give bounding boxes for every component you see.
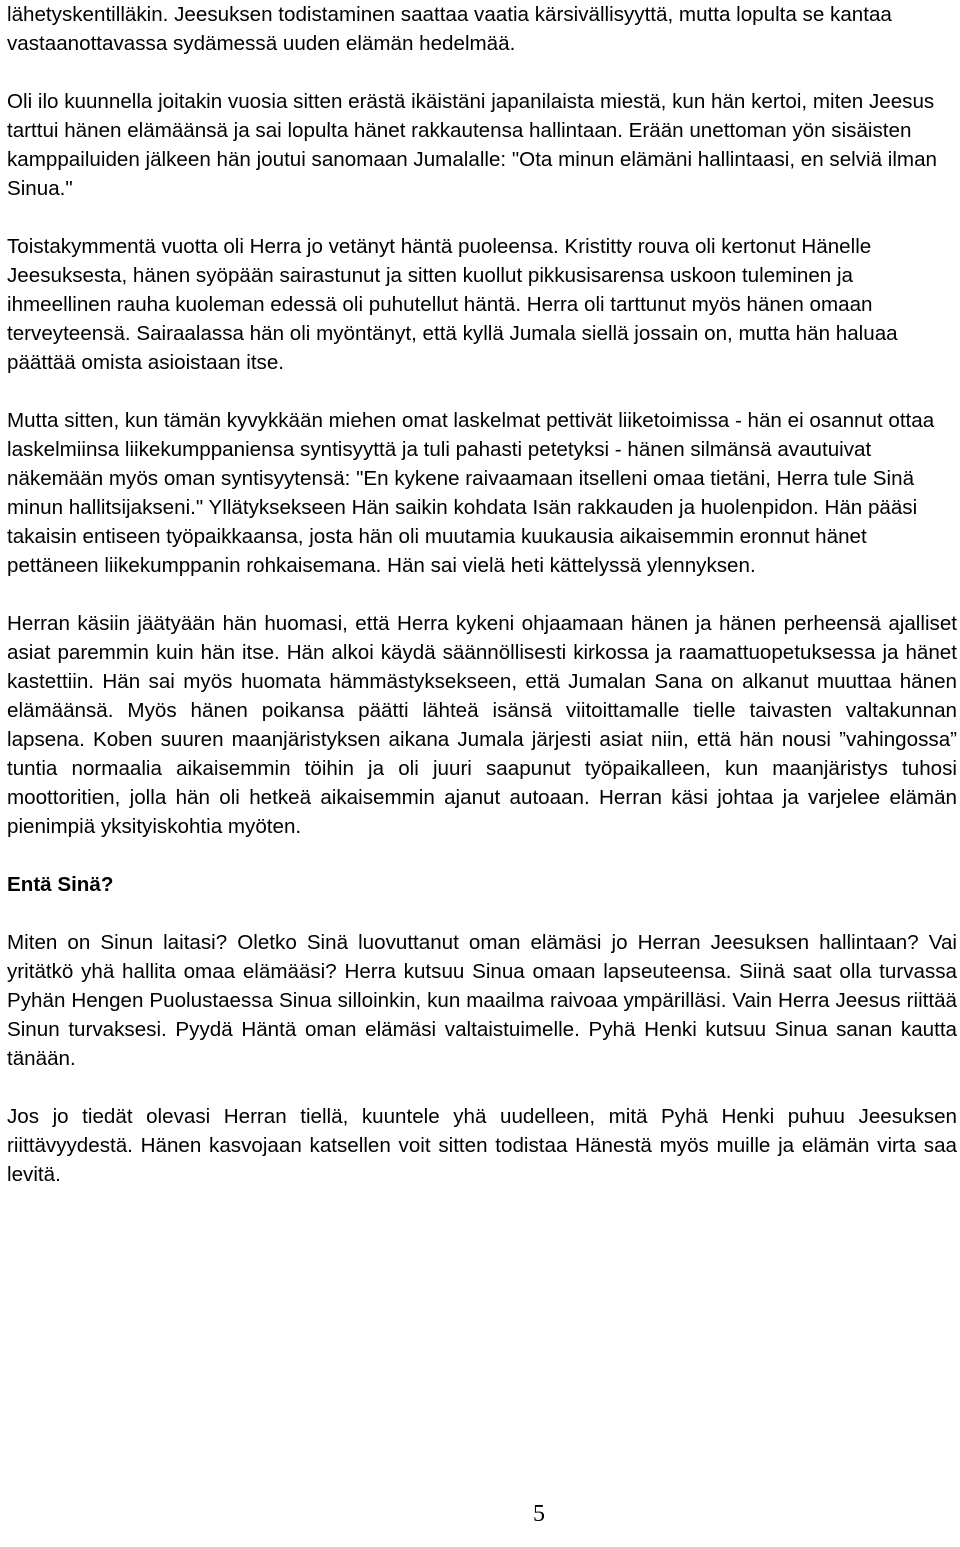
page-number: 5 (533, 1501, 545, 1527)
paragraph-how-about-you: Miten on Sinun laitasi? Oletko Sinä luovuttanut oman elämäsi jo Herran Jeesuksen hallintaan? Vai yritätkö yhä hallita omaa elämääsi? Herra kutsuu Sinua omaan lapseuteensa. Siinä saat olla turvassa Pyhän Hengen Puolustaessa Sinua silloinkin, kun maailma raivoaa ympärilläsi. Vain Herra Jeesus riittää Sinun turvaksesi. Pyydä Häntä oman elämäsi valtaistuimelle. Pyhä Henki kutsuu Sinua sanan kautta tänään. (7, 931, 957, 1070)
paragraph-business-betrayal: Mutta sitten, kun tämän kyvykkään miehen omat laskelmat pettivät liiketoimissa - hän ei osannut ottaa laskelmiinsa liikekumppaniensa syntisyyttä ja tuli pahasti petetyksi - hänen silmänsä avautuivat näkemään myös oman syntisyytensä: "En kykene raivaamaan itselleni omaa tietäni, Herra tule Sinä minun hallitsijakseni." Yllätyksekseen Hän saikin kohdata Isän rakkauden ja huolenpidon. Hän pääsi takaisin entiseen työpaikkaansa, josta hän oli muutamia kuukausia aikaisemmin eronnut hänet pettäneen liikekumppanin rohkaisemana. Hän sai vielä heti kättelyssä ylennyksen. (7, 409, 935, 577)
paragraph-if-you-know: Jos jo tiedät olevasi Herran tiellä, kuuntele yhä uudelleen, mitä Pyhä Henki puhuu Jeesuksen riittävyydestä. Hänen kasvojaan katsellen voit sitten todistaa Hänestä myös muille ja elämän virta saa levitä. (7, 1105, 957, 1186)
document-page (7, 0, 957, 1218)
paragraph-ten-years: Toistakymmentä vuotta oli Herra jo vetänyt häntä puoleensa. Kristitty rouva oli kertonut Hänelle Jeesuksesta, hänen syöpään sairastunut ja sitten kuollut pikkusisarensa uskoon tuleminen ja ihmeellinen rauha kuoleman edessä oli puhutellut häntä. Herra oli tarttunut myös hänen omaan terveyteensä. Sairaalassa hän oli myöntänyt, että kyllä Jumala siellä jossain on, mutta hän haluaa päättää omista asioistaan itse. (7, 235, 898, 374)
paragraph-lords-hands: Herran käsiin jäätyään hän huomasi, että Herra kykeni ohjaamaan hänen ja hänen perheensä ajalliset asiat paremmin kuin hän itse. Hän alkoi käydä säännöllisesti kirkossa ja raamattuopetuksessa ja hänet kastettiin. Hän sai myös huomata hämmästyksekseen, että Jumalan Sana on alkanut muuttaa hänen elämäänsä. Myös hänen poikansa päätti lähteä isänsä viitoittamalle tielle taivasten valtakunnan lapsena. Koben suuren maanjäristyksen aikana Jumala järjesti asiat niin, että hän nousi ”vahingossa” tuntia normaalia aikaisemmin töihin ja oli juuri saapunut työpaikalleen, kun maanjäristys tuhosi moottoritien, jolla hän oli hetkeä aikaisemmin ajanut autoaan. Herran käsi johtaa ja varjelee elämän pienimpiä yksityiskohtia myöten. (7, 612, 957, 838)
paragraph-intro-end: lähetyskentilläkin. Jeesuksen todistaminen saattaa vaatia kärsivällisyyttä, mutta lopulta se kantaa vastaanottavassa sydämessä uuden elämän hedelmää. (7, 3, 892, 55)
paragraph-japanese-man: Oli ilo kuunnella joitakin vuosia sitten erästä ikäistäni japanilaista miestä, kun hän kertoi, miten Jeesus tarttui hänen elämäänsä ja sai lopulta hänet rakkautensa hallintaan. Erään unettoman yön sisäisten kamppailuiden jälkeen hän joutui sanomaan Jumalalle: "Ota minun elämäni hallintaasi, en selviä ilman Sinua." (7, 90, 937, 200)
section-heading: Entä Sinä? (7, 873, 114, 896)
